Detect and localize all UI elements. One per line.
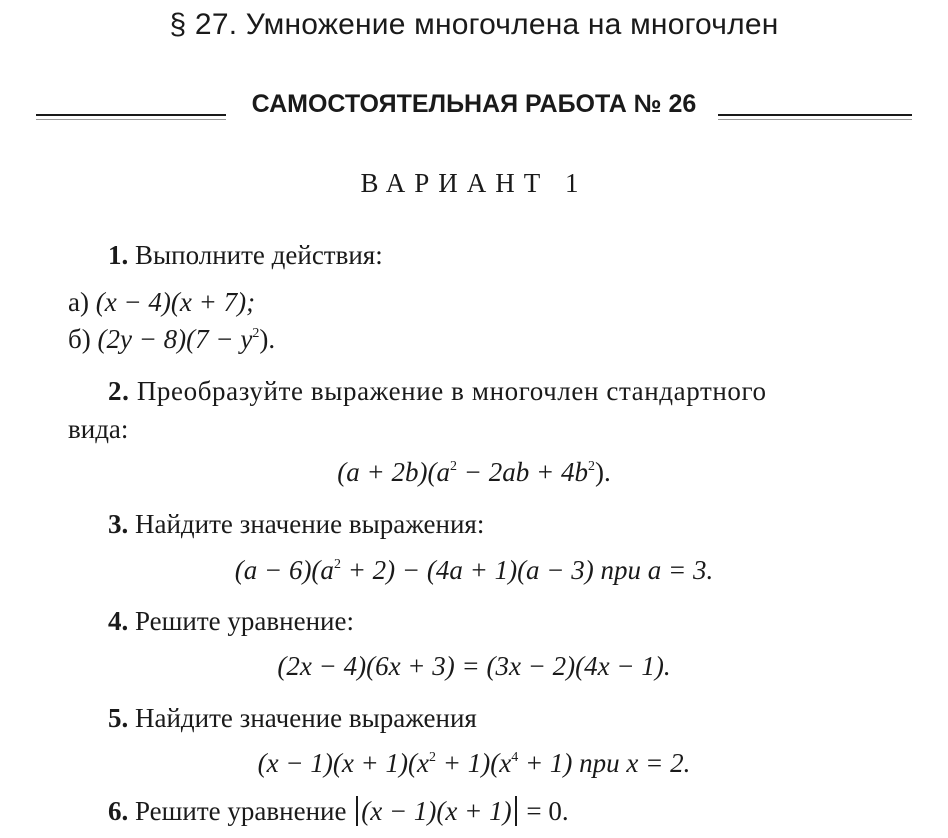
work-title: САМОСТОЯТЕЛЬНАЯ РАБОТА № 26 [251, 90, 697, 118]
task-6-expr-tail: = 0. [519, 796, 569, 826]
task-1-number: 1. [108, 240, 129, 270]
task-4-number: 4. [108, 606, 129, 636]
task-1-item-b-sup: 2 [252, 326, 260, 341]
abs-bar-right [515, 796, 517, 826]
task-3-number: 3. [108, 509, 129, 539]
task-2-expr-c: ). [594, 457, 611, 487]
task-3-heading [108, 509, 484, 540]
task-1-item-b-expr-a: (2y − 8)(7 − y [97, 324, 253, 354]
task-1-item-a [68, 287, 255, 318]
task-5-number: 5. [108, 703, 129, 733]
task-3-text: Найдите значение выражения: [135, 509, 485, 539]
section-title: § 27. Умножение многочлена на многочлен [169, 8, 779, 41]
task-1-item-b-expr-b: ). [259, 324, 276, 354]
task-1-item-a-label: а) [68, 287, 89, 317]
task-5-text: Найдите значение выражения [135, 703, 477, 733]
task-2-sup-1: 2 [450, 459, 457, 474]
task-2-sup-2: 2 [587, 459, 595, 474]
task-2-heading [108, 376, 767, 407]
task-5-expr-b: + 1)(x [436, 748, 512, 778]
task-1-heading [108, 240, 383, 271]
task-2-text-line2: вида: [68, 414, 129, 444]
task-3-expression [0, 555, 948, 586]
work-header [36, 90, 912, 130]
task-3-sup: 2 [333, 557, 341, 572]
task-5-sup-1: 2 [429, 750, 436, 765]
task-4-text: Решите уравнение: [135, 606, 354, 636]
variant-title: ВАРИАНТ 1 [360, 168, 588, 198]
task-5-expr-a: (x − 1)(x + 1)(x [257, 748, 429, 778]
abs-bar-left [356, 796, 358, 826]
task-1-text: Выполните действия: [135, 240, 383, 270]
task-2-text-line1: Преобразуйте выражение в многочлен стандартного [136, 376, 767, 406]
task-5-expression [0, 748, 948, 779]
task-2-expression [0, 457, 948, 488]
task-2-expr-a: (a + 2b)(a [337, 457, 450, 487]
task-3-expr-b: + 2) − (4a + 1)(a − 3) при a = 3. [340, 555, 714, 585]
task-6-expr-inner: (x − 1)(x + 1) [361, 796, 512, 826]
task-5-expr-c: + 1) при x = 2. [518, 748, 691, 778]
task-4-heading [108, 606, 354, 637]
header-rule-right [718, 114, 912, 116]
task-2-number: 2. [108, 376, 130, 406]
task-6-heading [108, 796, 569, 827]
task-6-number: 6. [108, 796, 129, 826]
task-4-expression [0, 651, 948, 682]
task-1-item-b [68, 324, 275, 355]
task-3-expr-a: (a − 6)(a [234, 555, 334, 585]
task-4-expr: (2x − 4)(6x + 3) = (3x − 2)(4x − 1). [277, 651, 671, 681]
task-1-item-a-expr: (x − 4)(x + 7); [95, 287, 256, 317]
task-6-text: Решите уравнение [135, 796, 354, 826]
task-2-expr-b: − 2ab + 4b [457, 457, 588, 487]
task-1-item-b-label: б) [68, 324, 91, 354]
task-5-sup-2: 4 [511, 750, 519, 765]
task-5-heading [108, 703, 477, 734]
